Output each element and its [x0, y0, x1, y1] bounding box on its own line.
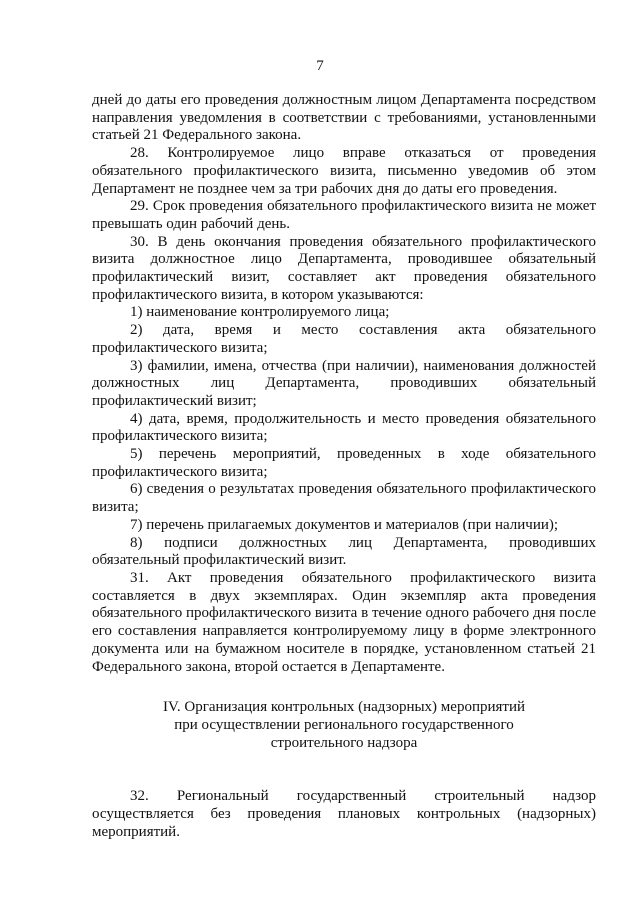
section-heading-line-3: строительного надзора [270, 734, 418, 751]
paragraph-30: 30. В день окончания проведения обязательного профилактического визита должностное лицо Департамента, проводившее обязательный профилактический визит, составляет акт проведения обязательного профилактического визита, в котором указываются: [92, 233, 596, 303]
section-heading-line-1: IV. Организация контрольных (надзорных) мероприятий [162, 699, 526, 716]
list-item-4: 4) дата, время, продолжительность и место проведения обязательного профилактического визита; [92, 410, 596, 445]
section-heading [92, 699, 596, 752]
list-item-6: 6) сведения о результатах проведения обязательного профилактического визита; [92, 481, 596, 516]
paragraph-29: 29. Срок проведения обязательного профилактического визита не может превышать один рабочий день. [92, 198, 596, 232]
paragraph-31: 31. Акт проведения обязательного профилактического визита составляется в двух экземплярах. Один экземпляр акта проведения обязательного профилактического визита в течение одного рабочего дня после его составления направляется контролируемому лицу в форме электронного документа или на бумажном носителе в порядке, установленном статьей 21 Федерального закона, второй остается в Департаменте. [92, 569, 596, 675]
paragraph-continuation: дней до даты его проведения должностным лицом Департамента посредством направления уведомления в соответствии с требованиями, установленными статьей 21 Федерального закона. [92, 92, 596, 144]
list-item-8: 8) подписи должностных лиц Департамента, проводивших обязательный профилактический визит. [92, 534, 596, 569]
section-heading-line-2: при осуществлении регионального государственного [174, 716, 514, 733]
list-item-3: 3) фамилии, имена, отчества (при наличии), наименования должностей должностных лиц Департамента, проводивших обязательный профилактический визит; [92, 357, 596, 409]
list-item-2: 2) дата, время и место составления акта обязательного профилактического визита; [92, 322, 596, 356]
page-number: 7 [316, 58, 324, 74]
paragraph-28: 28. Контролируемое лицо вправе отказаться от проведения обязательного профилактического визита, письменно уведомив об этом Департамент не позднее чем за три рабочих дня до даты его проведения. [92, 145, 596, 197]
document-body [92, 92, 596, 841]
list-item-1: 1) наименование контролируемого лица; [130, 304, 390, 321]
list-item-7: 7) перечень прилагаемых документов и материалов (при наличии); [130, 516, 559, 533]
paragraph-32: 32. Региональный государственный строительный надзор осуществляется без проведения плановых контрольных (надзорных) мероприятий. [92, 788, 596, 840]
list-item-5: 5) перечень мероприятий, проведенных в ходе обязательного профилактического визита; [92, 446, 596, 480]
